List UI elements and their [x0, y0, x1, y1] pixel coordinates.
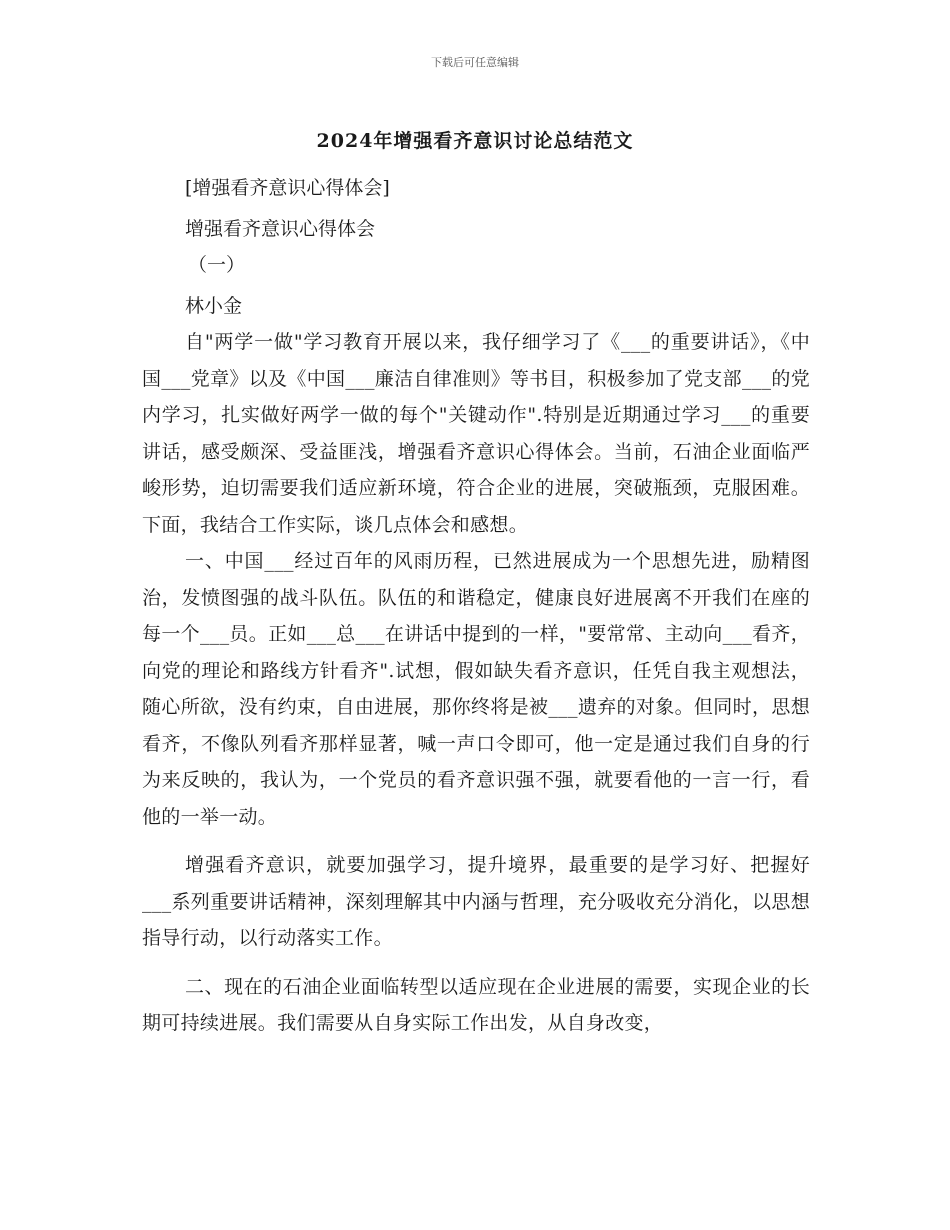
bracket-heading: [增强看齐意识心得体会]: [185, 177, 390, 199]
document-title: 2024年增强看齐意识讨论总结范文: [316, 130, 634, 152]
page-header-note: 下载后可任意编辑: [431, 56, 519, 69]
body-paragraph-3: 增强看齐意识，就要加强学习，提升境界，最重要的是学习好、把握好___系列重要讲话精神，深刻理解其中内涵与哲理，充分吸收充分消化，以思想指导行动，以行动落实工作。: [142, 854, 810, 949]
author-name: 林小金: [185, 294, 243, 317]
section-number: （一）: [188, 254, 246, 276]
body-paragraph-4: 二、现在的石油企业面临转型以适应现在企业进展的需要，实现企业的长期可持续进展。我们需要从自身实际工作出发，从自身改变，: [142, 975, 810, 1034]
body-paragraph-1: 自"两学一做"学习教育开展以来，我仔细学习了《___的重要讲话》，《中国___党章》以及《中国___廉洁自律准则》等书目，积极参加了党支部___的党内学习，扎实做好两学一做的每个"关键动作".特别是近期通过学习___的重要讲话，感受颇深、受益匪浅，增强看齐意识心得体会。当前，石油企业面临严峻形势，迫切需要我们适应新环境，符合企业的进展，突破瓶颈，克服困难。下面，我结合工作实际，谈几点体会和感想。: [142, 331, 810, 536]
body-paragraph-2: 一、中国___经过百年的风雨历程，已然进展成为一个思想先进，励精图治，发愤图强的战斗队伍。队伍的和谐稳定，健康良好进展离不开我们在座的每一个___员。正如___总___在讲话中提到的一样，"要常常、主动向___看齐，向党的理论和路线方针看齐".试想，假如缺失看齐意识，任凭自我主观想法，随心所欲，没有约束，自由进展，那你终将是被___遗弃的对象。但同时，思想看齐，不像队列看齐那样显著，喊一声口令即可，他一定是通过我们自身的行为来反映的，我认为，一个党员的看齐意识强不强，就要看他的一言一行，看他的一举一动。: [142, 550, 810, 828]
document-body: [142, 170, 810, 1042]
subtitle: 增强看齐意识心得体会: [185, 217, 376, 240]
